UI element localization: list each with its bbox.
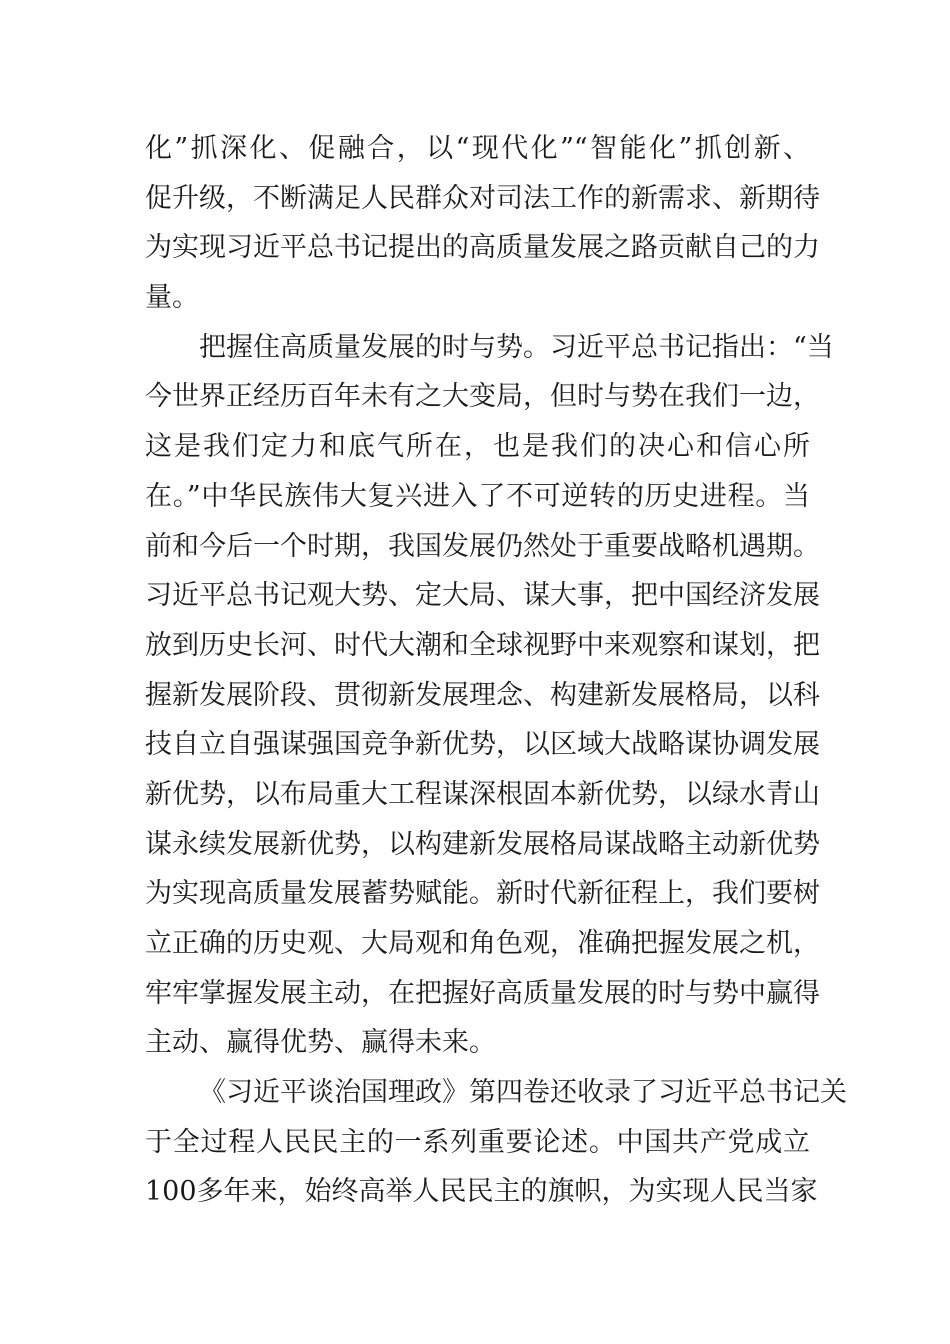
document-body: [145, 124, 847, 1217]
paragraph-3: [145, 1068, 847, 1217]
text-line: 技自立自强谋强国竞争新优势，以区域大战略谋协调发展: [145, 729, 820, 761]
paragraph-2: [145, 323, 834, 1068]
text-line: 今世界正经历百年未有之大变局，但时与势在我们一边，: [145, 381, 820, 413]
text-line: 习近平总书记观大势、定大局、谋大事，把中国经济发展: [145, 580, 820, 612]
text-line: 握新发展阶段、贯彻新发展理念、构建新发展格局，以科: [145, 679, 820, 711]
text-line: 牢牢掌握发展主动，在把握好高质量发展的时与势中赢得: [145, 977, 820, 1009]
text-line: 化”抓深化、促融合，以“现代化”“智能化”抓创新、: [145, 133, 810, 164]
text-line: 为实现高质量发展蓄势赋能。新时代新征程上，我们要树: [145, 878, 820, 910]
text-line: 前和今后一个时期，我国发展仍然处于重要战略机遇期。: [145, 530, 820, 562]
text-line: 放到历史长河、时代大潮和全球视野中来观察和谋划，把: [145, 629, 820, 661]
text-line: 于全过程人民民主的一系列重要论述。中国共产党成立: [145, 1126, 810, 1158]
text-line: 谋永续发展新优势，以构建新发展格局谋战略主动新优势: [145, 828, 820, 860]
text-line: 100多年来，始终高举人民民主的旗帜，为实现人民当家: [145, 1176, 818, 1208]
text-line: 立正确的历史观、大局观和角色观，准确把握发展之机，: [145, 928, 820, 959]
text-line: 量。: [145, 282, 199, 314]
text-line: 把握住高质量发展的时与势。习近平总书记指出：“当: [199, 331, 834, 363]
text-line: 《习近平谈治国理政》第四卷还收录了习近平总书记关: [199, 1077, 847, 1109]
text-line: 促升级，不断满足人民群众对司法工作的新需求、新期待: [145, 182, 820, 214]
text-line: 为实现习近平总书记提出的高质量发展之路贡献自己的力: [145, 232, 820, 264]
paragraph-1: [145, 124, 820, 323]
text-line: 新优势，以布局重大工程谋深根固本新优势，以绿水青山: [145, 778, 820, 810]
text-line: 主动、赢得优势、赢得未来。: [145, 1027, 496, 1059]
text-line: 在。”中华民族伟大复兴进入了不可逆转的历史进程。当: [145, 480, 810, 512]
text-line: 这是我们定力和底气所在，也是我们的决心和信心所: [145, 431, 810, 463]
